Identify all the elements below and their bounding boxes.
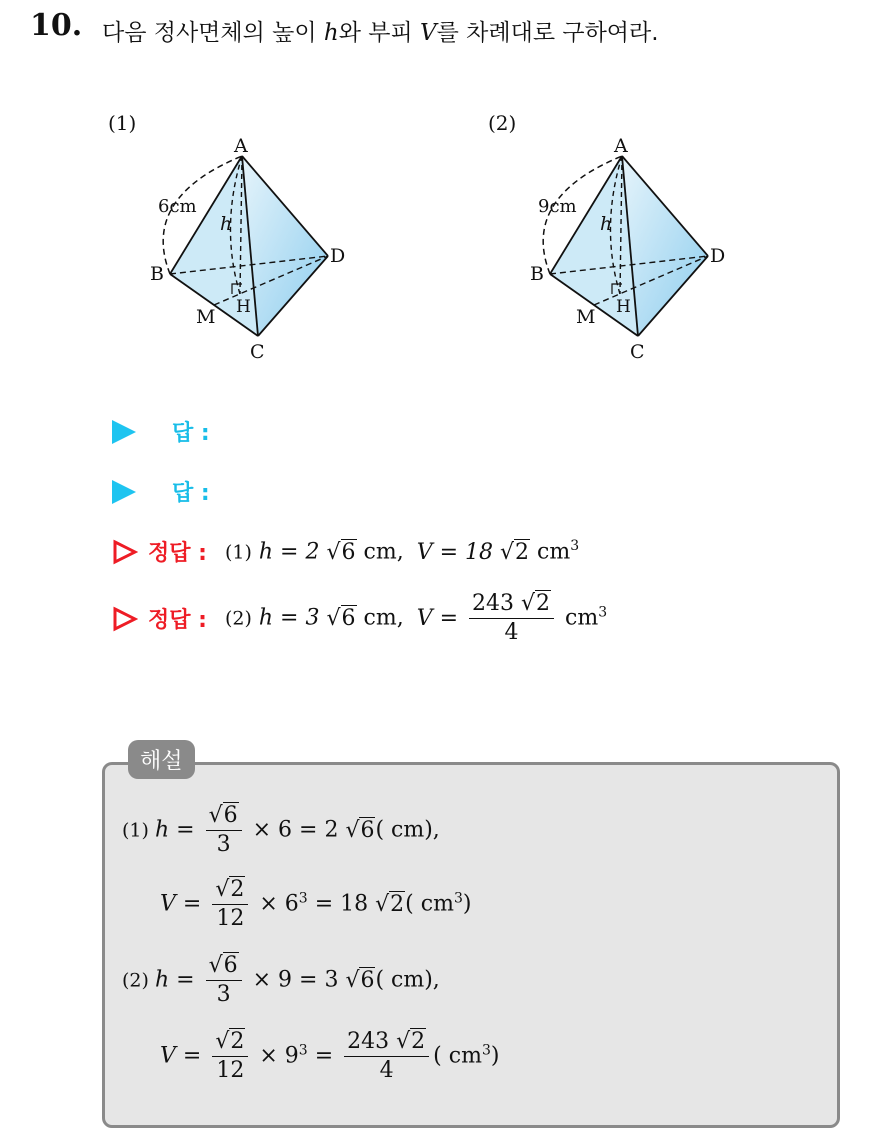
edge-length-label: 6cm bbox=[158, 196, 197, 217]
unit-close: ) bbox=[462, 891, 472, 917]
radicand: 2 bbox=[536, 591, 551, 616]
lhs: V = bbox=[160, 891, 202, 917]
expression: = bbox=[307, 1043, 334, 1069]
fraction-denominator: 4 bbox=[379, 1058, 394, 1084]
vertex-h-label: H bbox=[236, 297, 251, 317]
solution-line-3 bbox=[122, 954, 440, 1007]
edge-length-label: 9cm bbox=[538, 196, 577, 217]
numerator-coef: 243 bbox=[347, 1029, 390, 1054]
play-triangle-icon bbox=[112, 480, 136, 504]
exponent: 3 bbox=[298, 890, 308, 907]
sqrt-symbol: √2 bbox=[375, 891, 405, 917]
radicand: 2 bbox=[411, 1029, 426, 1054]
fraction: $\frac{√2}{12}$ bbox=[212, 1030, 248, 1083]
radicand: 2 bbox=[230, 877, 245, 902]
radicand: 6 bbox=[341, 605, 356, 631]
answer-row-1[interactable] bbox=[112, 416, 210, 447]
h-expression: h = 3 bbox=[258, 605, 320, 631]
vertex-b-label: B bbox=[530, 263, 544, 285]
exponent: 3 bbox=[570, 538, 580, 555]
sqrt-symbol: √6 bbox=[345, 817, 375, 843]
solution-line-1 bbox=[122, 804, 440, 857]
correct-label: 정답 : bbox=[148, 541, 207, 566]
fraction-numerator: 243 √2 bbox=[469, 592, 554, 619]
h-expression: h = 2 bbox=[258, 539, 320, 565]
solution-tag: 해설 bbox=[128, 740, 195, 779]
fraction-denominator: 12 bbox=[216, 906, 245, 932]
expression: × 6 = 2 bbox=[252, 817, 339, 843]
question-text-part: 를 차례대로 구하여라. bbox=[436, 20, 659, 46]
part-label: (1) bbox=[224, 541, 252, 564]
height-label: h bbox=[220, 213, 233, 235]
vertex-a-label: A bbox=[234, 135, 248, 157]
question-text bbox=[102, 14, 659, 47]
unit-close: ) bbox=[490, 1043, 500, 1069]
answer-label: 답 : bbox=[172, 421, 210, 446]
solution-line-2 bbox=[160, 878, 471, 931]
sqrt-symbol: √6 bbox=[326, 605, 356, 631]
sqrt-symbol: √2 bbox=[500, 539, 530, 565]
fraction-denominator: 3 bbox=[216, 982, 231, 1008]
expression: = 18 bbox=[307, 891, 369, 917]
fraction-denominator: 4 bbox=[504, 620, 519, 646]
part-label: (2) bbox=[122, 969, 155, 992]
vertex-h-label: H bbox=[616, 297, 631, 317]
radicand: 2 bbox=[230, 1029, 245, 1054]
part-label: (2) bbox=[224, 607, 252, 630]
question-text-part: 와 부피 bbox=[338, 20, 421, 46]
answer-label: 답 : bbox=[172, 481, 210, 506]
outline-triangle-icon bbox=[112, 539, 138, 565]
unit: ( cm), bbox=[375, 817, 440, 843]
expression: × 6 bbox=[259, 891, 299, 917]
vertex-c-label: C bbox=[630, 341, 645, 363]
vertex-a-label: A bbox=[614, 135, 628, 157]
unit: ( cm), bbox=[375, 967, 440, 993]
lhs: h = bbox=[154, 967, 195, 993]
fraction: $\frac{√6}{3}$ bbox=[206, 954, 242, 1007]
v-symbol: V bbox=[420, 20, 437, 46]
vertex-m-label: M bbox=[196, 306, 216, 328]
radicand: 2 bbox=[390, 891, 405, 917]
numerator-coef: 243 bbox=[472, 591, 515, 616]
fraction: $\frac{243 √2}{4}$ bbox=[344, 1030, 429, 1083]
exponent: 3 bbox=[481, 1042, 491, 1059]
fraction: $\frac{√2}{12}$ bbox=[212, 878, 248, 931]
radicand: 6 bbox=[341, 539, 356, 565]
tetrahedron-figure-1 bbox=[100, 108, 370, 368]
fraction bbox=[469, 592, 554, 645]
unit: ( cm bbox=[405, 891, 454, 917]
exponent: 3 bbox=[598, 604, 608, 621]
lhs: h = bbox=[154, 817, 195, 843]
correct-answer-row-1 bbox=[112, 536, 579, 567]
figure-label: (2) bbox=[488, 111, 517, 135]
fraction-denominator: 12 bbox=[216, 1058, 245, 1084]
unit: ( cm bbox=[433, 1043, 482, 1069]
correct-label: 정답 : bbox=[148, 608, 207, 634]
sqrt-symbol: √6 bbox=[326, 539, 356, 565]
outline-triangle-icon bbox=[112, 606, 138, 632]
vertex-c-label: C bbox=[250, 341, 265, 363]
radicand: 6 bbox=[360, 817, 375, 843]
unit: cm, bbox=[356, 539, 404, 565]
expression: × 9 = 3 bbox=[252, 967, 339, 993]
vertex-d-label: D bbox=[330, 245, 346, 267]
expression: × 9 bbox=[259, 1043, 299, 1069]
radicand: 6 bbox=[360, 967, 375, 993]
question-text-part: 다음 정사면체의 높이 bbox=[102, 20, 324, 46]
tetrahedron-figure-2 bbox=[480, 108, 750, 368]
fraction: $\frac{√6}{3}$ bbox=[206, 804, 242, 857]
part-label: (1) bbox=[122, 819, 155, 842]
height-label: h bbox=[600, 213, 613, 235]
correct-answer-2-math bbox=[225, 592, 607, 645]
v-expression: V = bbox=[416, 605, 459, 631]
unit: cm bbox=[558, 605, 599, 631]
correct-answer-1-math bbox=[225, 538, 579, 564]
vertex-d-label: D bbox=[710, 245, 726, 267]
correct-answer-row-2 bbox=[112, 592, 607, 645]
lhs: V = bbox=[160, 1043, 202, 1069]
figure-label: (1) bbox=[108, 111, 137, 135]
answer-row-2[interactable] bbox=[112, 476, 210, 507]
unit: cm bbox=[530, 539, 571, 565]
radicand: 6 bbox=[223, 953, 238, 978]
h-symbol: h bbox=[323, 20, 339, 46]
exponent: 3 bbox=[453, 890, 463, 907]
sqrt-symbol: √6 bbox=[345, 967, 375, 993]
question-number: 10. bbox=[30, 8, 83, 43]
v-expression: V = 18 bbox=[416, 539, 493, 565]
radicand: 6 bbox=[223, 803, 238, 828]
vertex-b-label: B bbox=[150, 263, 164, 285]
play-triangle-icon bbox=[112, 420, 136, 444]
unit: cm, bbox=[356, 605, 404, 631]
radicand: 2 bbox=[515, 539, 530, 565]
fraction-denominator: 3 bbox=[216, 832, 231, 858]
solution-line-4 bbox=[160, 1030, 499, 1083]
vertex-m-label: M bbox=[576, 306, 596, 328]
exponent: 3 bbox=[298, 1042, 308, 1059]
